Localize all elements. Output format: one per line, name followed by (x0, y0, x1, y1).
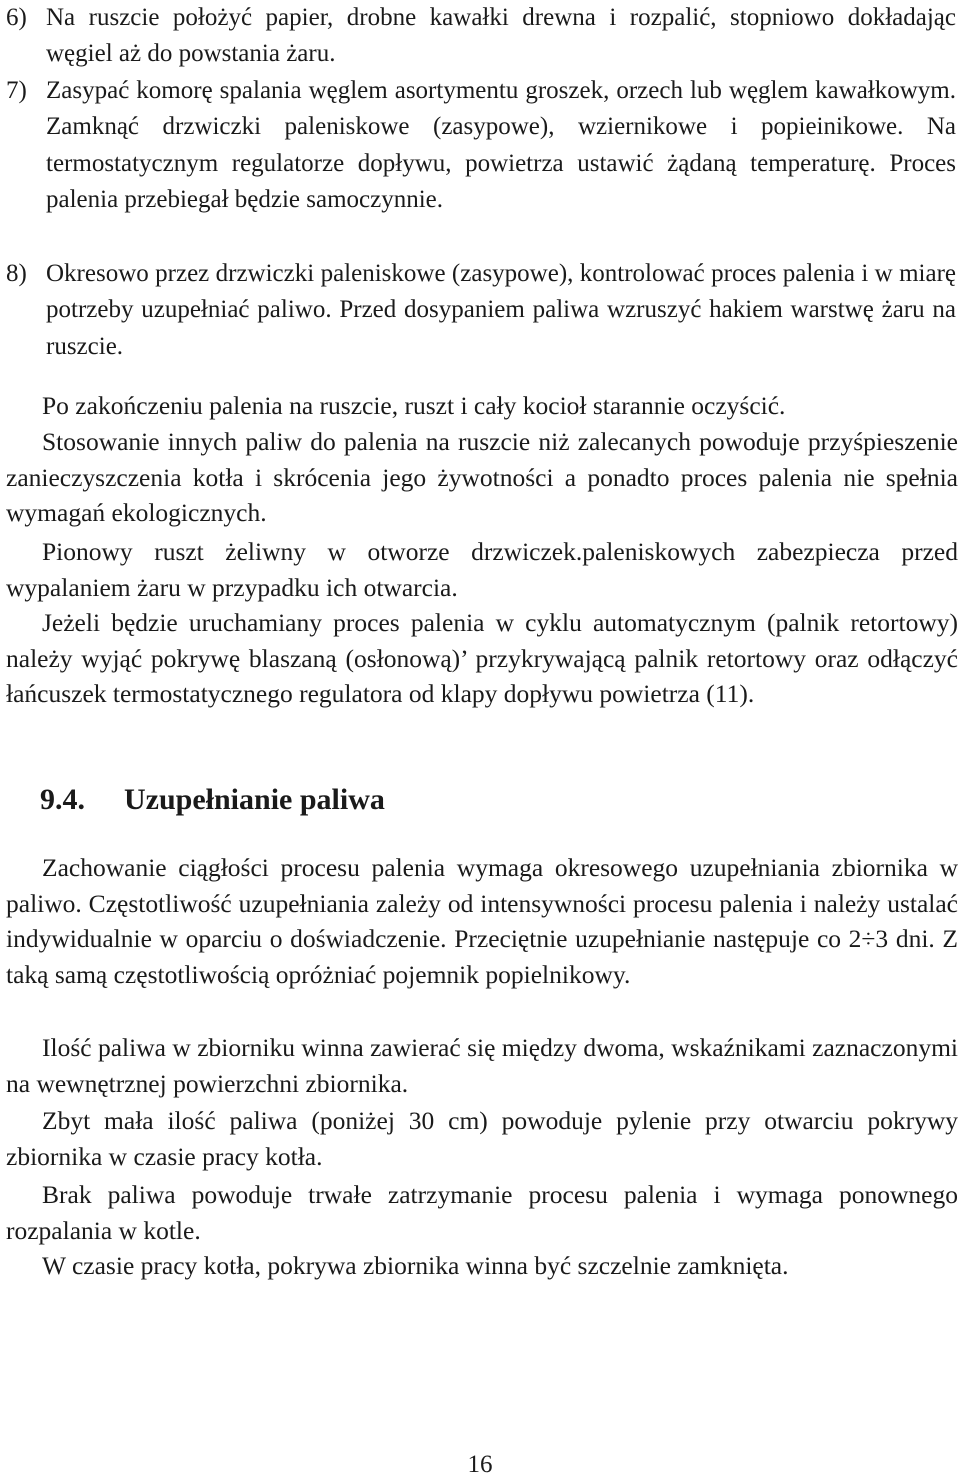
paragraph-cleaning: Po zakończeniu palenia na ruszcie, ruszt i cały kocioł starannie oczyścić. (42, 391, 786, 420)
list-item-8 (6, 256, 956, 365)
page-number: 16 (467, 1451, 493, 1478)
section-paragraph: Zachowanie ciągłości procesu palenia wymaga okresowego uzupełniania zbiornika w paliwo. Częstotliwość uzupełniania zależy od intensywności procesu palenia i należy ustalać indywidualnie w oparciu o doświadczenie. Przeciętnie uzupełnianie następuje co 2÷3 dni. Z taką samą częstotliwością opróżniać pojemnik popielnikowy. (6, 853, 958, 990)
section-heading (40, 778, 385, 822)
section-title: Uzupełnianie paliwa (124, 783, 385, 816)
section-paragraph: W czasie pracy kotła, pokrywa zbiornika winna być szczelnie zamknięta. (42, 1251, 789, 1280)
list-item-number: 6) (6, 4, 27, 31)
list-item-7 (6, 73, 956, 219)
section-paragraph: Ilość paliwa w zbiorniku winna zawierać się między dwoma, wskaźnikami zaznaczonymi na wewnętrznej powierzchni zbiornika. (6, 1033, 958, 1098)
section-number: 9.4. (40, 783, 85, 816)
list-item-6 (6, 0, 956, 73)
list-item-text: Na ruszcie położyć papier, drobne kawałki drewna i rozpalić, stopniowo dokładając węgiel aż do powstania żaru. (46, 4, 956, 68)
list-item-number: 8) (6, 260, 27, 287)
paragraph-automatic-mode: Jeżeli będzie uruchamiany proces palenia w cyklu automatycznym (palnik retortowy) należy wyjąć pokrywę blaszaną (osłonową)’ przykrywającą palnik retortowy oraz odłączyć łańcuszek termostatycznego regulatora od klapy dopływu powietrza (11). (6, 608, 958, 709)
list-item-number: 7) (6, 77, 27, 104)
list-item-text: Okresowo przez drzwiczki paleniskowe (zasypowe), kontrolować proces palenia i w miarę potrzeby uzupełniać paliwo. Przed dosypaniem paliwa wzruszyć hakiem warstwę żaru na ruszcie. (46, 260, 956, 360)
paragraph-other-fuels: Stosowanie innych paliw do palenia na ruszcie niż zalecanych powoduje przyśpieszenie zanieczyszczenia kotła i skrócenia jego żywotności a ponadto proces palenia nie spełnia wymagań ekologicznych. (6, 427, 958, 528)
paragraph-grate: Pionowy ruszt żeliwny w otworze drzwiczek.paleniskowych zabezpiecza przed wypalaniem żaru w przypadku ich otwarcia. (6, 537, 958, 602)
list-item-text: Zasypać komorę spalania węglem asortymentu groszek, orzech lub węglem kawałkowym. Zamknąć drzwiczki paleniskowe (zasypowe), wziernikowe i popieinikowe. Na termostatycznym regulatorze dopływu, powietrza ustawić żądaną temperaturę. Proces palenia przebiegał będzie samoczynnie. (46, 77, 956, 214)
section-paragraph: Brak paliwa powoduje trwałe zatrzymanie procesu palenia i wymaga ponownego rozpalania w kotle. (6, 1180, 958, 1245)
section-paragraph: Zbyt mała ilość paliwa (poniżej 30 cm) powoduje pylenie przy otwarciu pokrywy zbiornika w czasie pracy kotła. (6, 1106, 958, 1171)
